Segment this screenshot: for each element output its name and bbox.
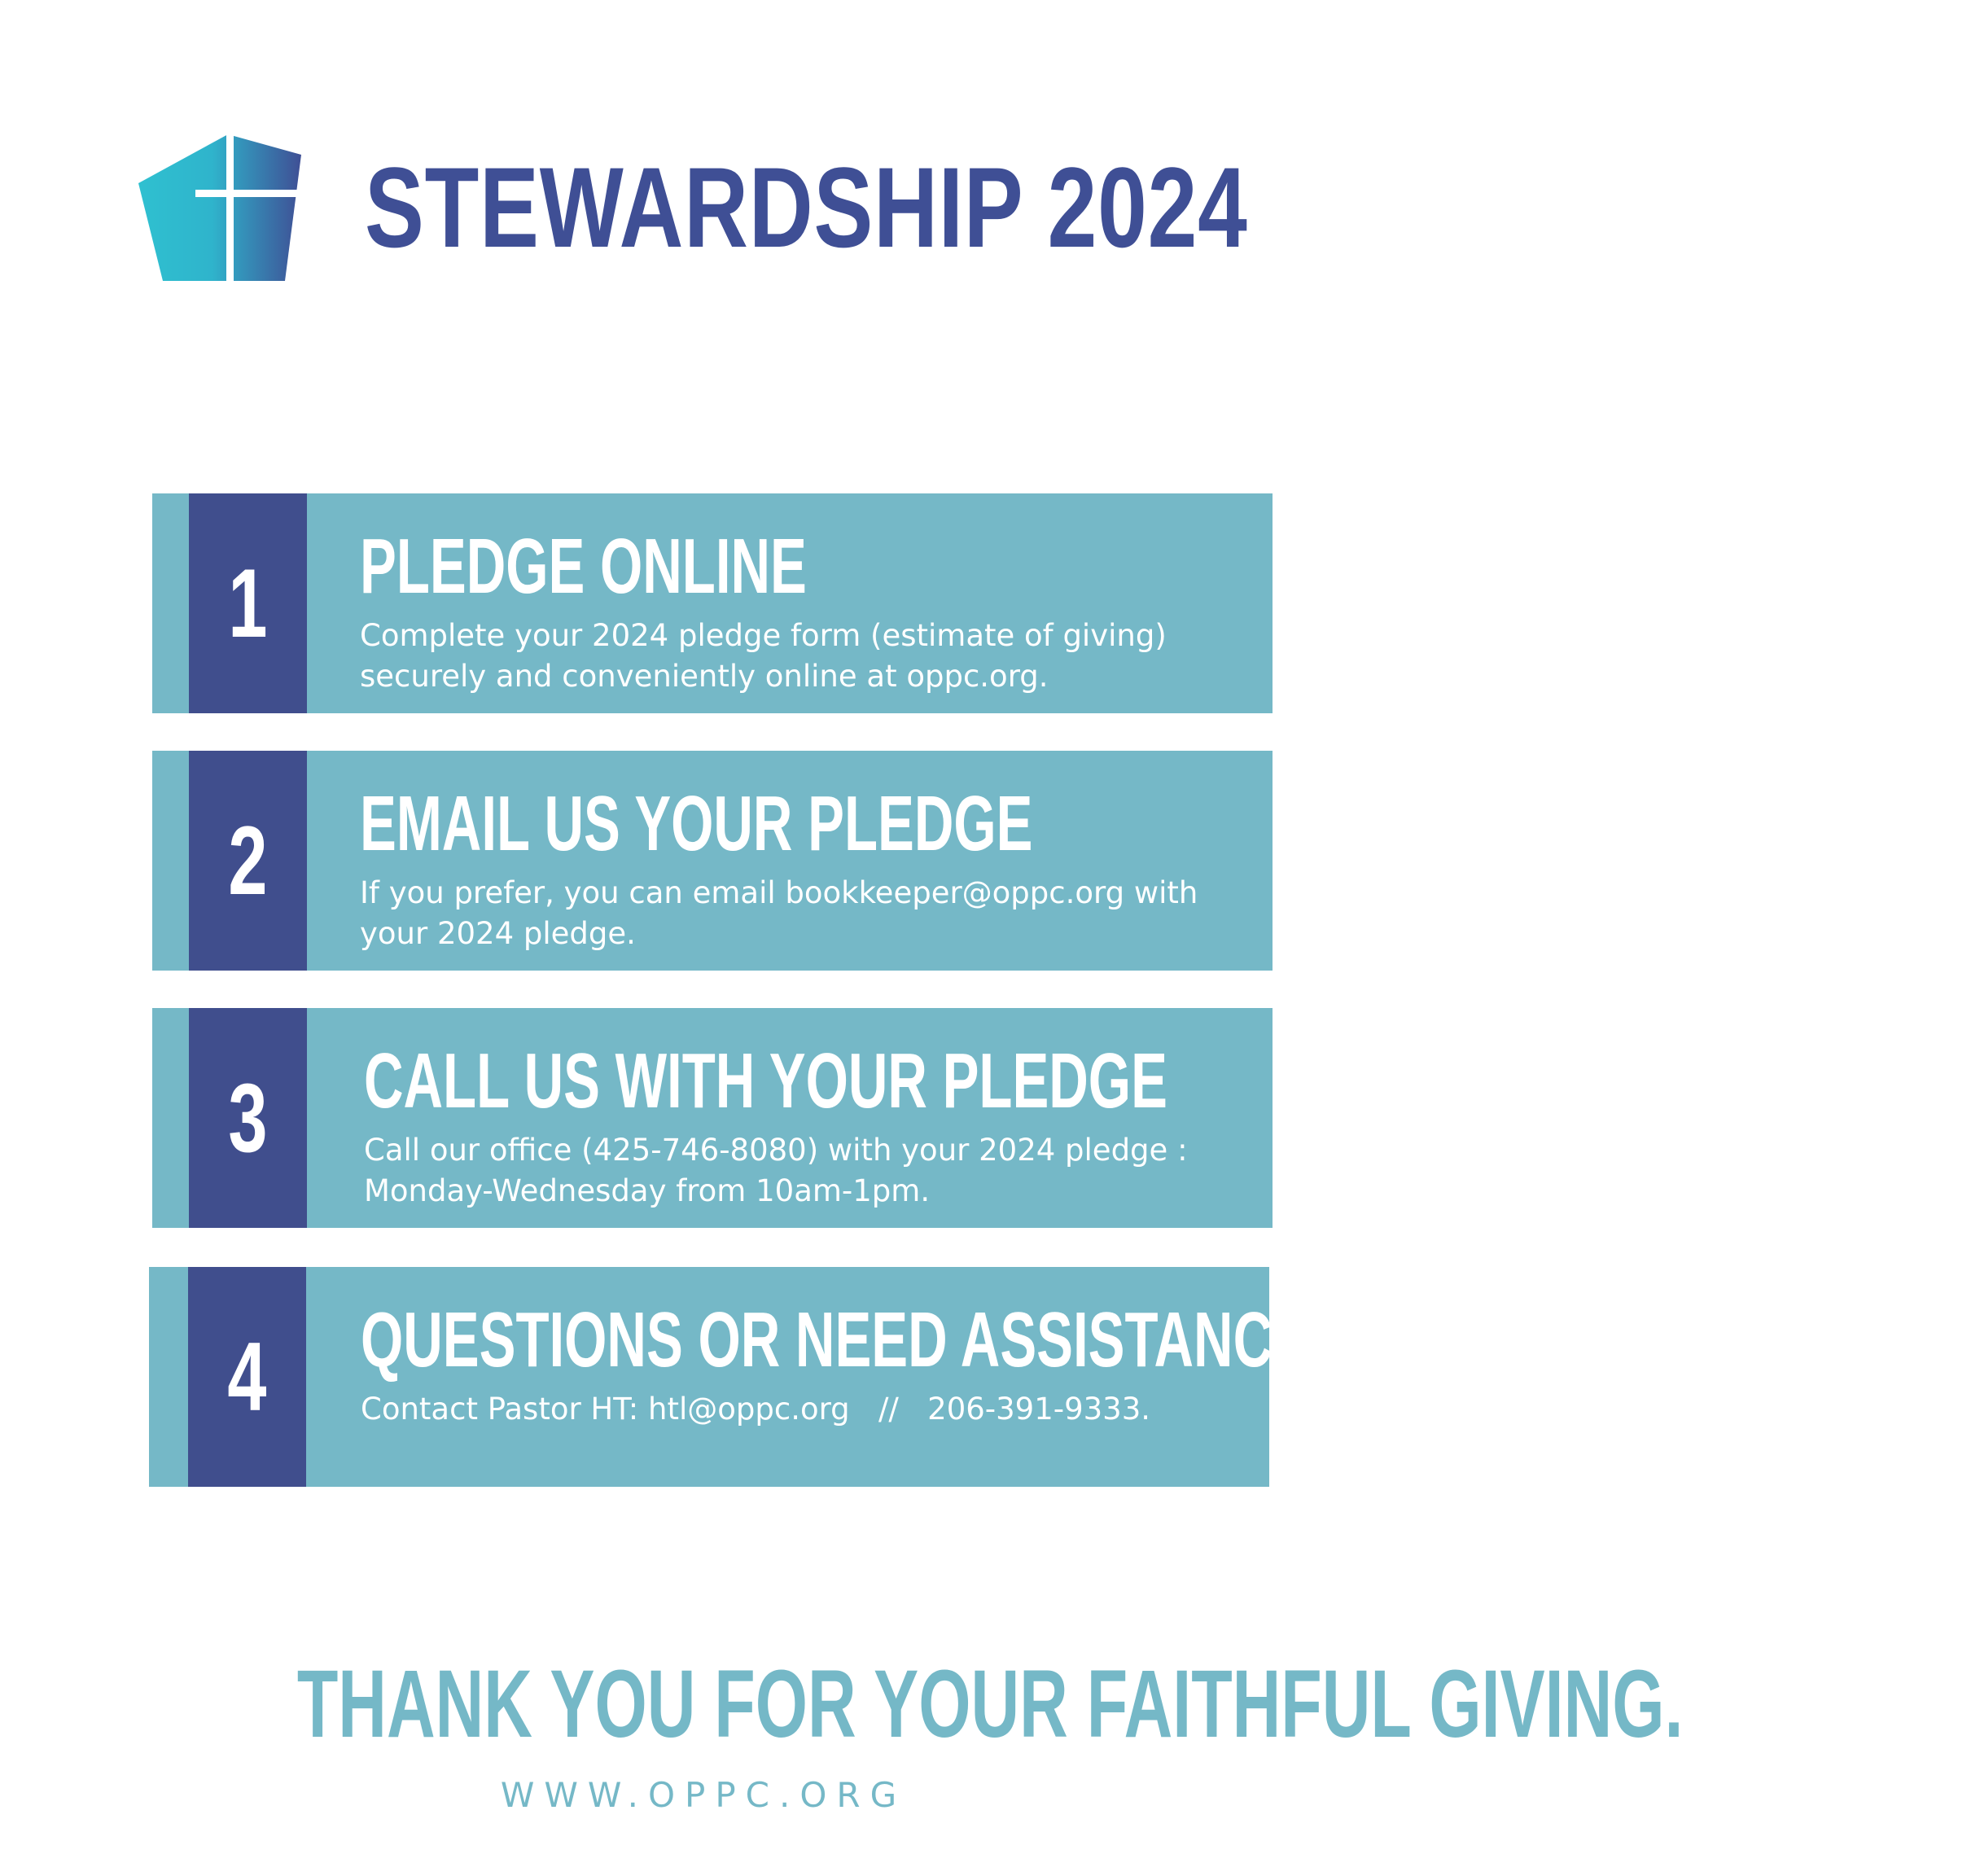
step-card-3	[152, 1008, 1273, 1228]
step-heading: EMAIL US YOUR PLEDGE	[360, 780, 1033, 867]
step-description: Contact Pastor HT: htl@oppc.org // 206-391-9333.	[361, 1392, 1151, 1427]
step-number: 2	[228, 806, 268, 915]
step-description: Call our office (425-746-8080) with your 2024 pledge : Monday-Wednesday from 10am-1pm.	[364, 1133, 1188, 1208]
step-card-2	[152, 751, 1273, 971]
church-cross-logo-icon	[138, 134, 301, 281]
step-card-1	[152, 493, 1273, 713]
step-heading: QUESTIONS OR NEED ASSISTANCE?	[361, 1296, 1343, 1383]
step-description: If you prefer, you can email bookkeeper@oppc.org with your 2024 pledge.	[360, 875, 1198, 951]
step-heading: PLEDGE ONLINE	[360, 523, 807, 610]
step-number: 4	[227, 1322, 267, 1431]
page-title: STEWARDSHIP 2024	[365, 143, 1248, 271]
website-link[interactable]: WWW.OPPC.ORG	[500, 1775, 907, 1815]
thank-you-text: THANK YOU FOR YOUR FAITHFUL GIVING.	[296, 1650, 1684, 1758]
step-heading: CALL US WITH YOUR PLEDGE	[364, 1037, 1167, 1124]
step-card-4	[149, 1267, 1343, 1487]
step-number-box	[189, 493, 307, 713]
step-description: Complete your 2024 pledge form (estimate of giving) securely and conveniently online at oppc.org.	[360, 618, 1167, 694]
thank-you-heading	[0, 1650, 1684, 1758]
step-number: 3	[228, 1063, 268, 1172]
step-number-box	[189, 1008, 307, 1228]
step-number: 1	[228, 549, 268, 658]
step-number-box	[189, 751, 307, 971]
step-number-box	[188, 1267, 306, 1487]
